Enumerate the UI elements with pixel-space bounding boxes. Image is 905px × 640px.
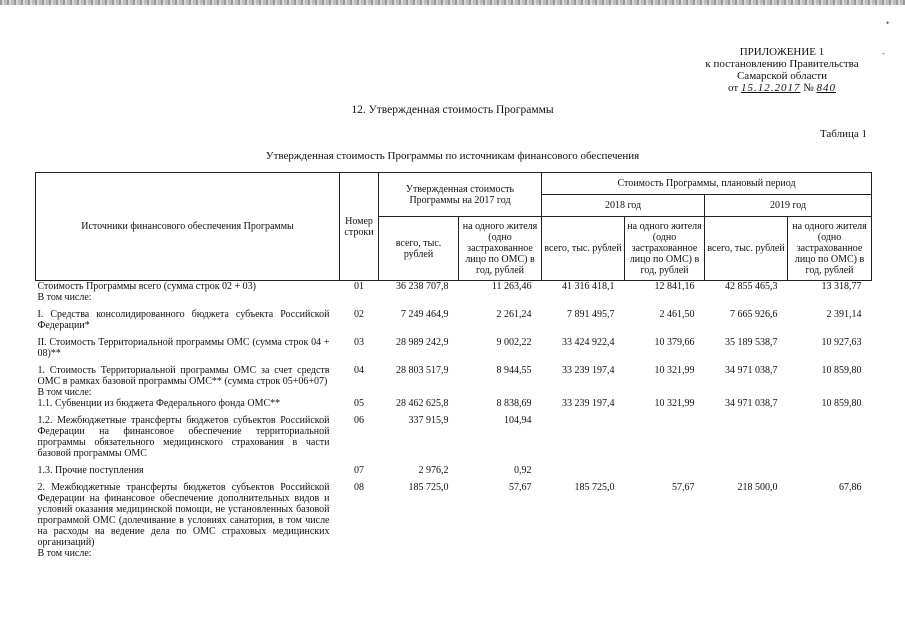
header-source: Источники финансового обеспечения Программы (36, 173, 340, 281)
value-2018-per-capita: 2 461,50 (659, 309, 695, 320)
value-2017-per-capita: 11 263,46 (491, 281, 532, 292)
header-year-2019: 2019 год (705, 195, 872, 217)
header-approved-2017: Утвержденная стоимость Программы на 2017 год (379, 173, 542, 217)
row-source-name: Стоимость Программы всего (сумма строк 02 + 03) (37, 281, 257, 292)
value-2019-per-capita: 2 391,14 (826, 309, 862, 320)
header-total: всего, тыс. рублей (542, 217, 625, 281)
value-2019-per-capita: 10 859,80 (821, 398, 862, 409)
row-source-name: 1.3. Прочие поступления (37, 465, 144, 476)
appendix-date-line (697, 82, 867, 94)
row-subtext: В том числе: (37, 292, 92, 303)
row-source (36, 476, 340, 559)
value-2017-per-capita: 57,67 (509, 482, 532, 493)
appendix-line: к постановлению Правительства (705, 58, 859, 70)
row-code: 05 (354, 398, 364, 409)
value-2019-per-capita (788, 409, 872, 459)
table-row (36, 409, 872, 459)
value-2019-per-capita: 10 927,63 (821, 337, 862, 348)
cost-table (35, 172, 872, 559)
value-2019-total: 218 500,0 (737, 482, 778, 493)
table-caption: Утвержденная стоимость Программы по источникам финансового обеспечения (265, 150, 640, 162)
row-code: 02 (354, 309, 364, 320)
date-prefix: от (728, 82, 739, 94)
value-2019-total: 42 855 465,3 (725, 281, 778, 292)
row-code: 01 (354, 281, 364, 292)
value-2019-per-capita (788, 459, 872, 476)
value-2019-per-capita: 13 318,77 (821, 281, 862, 292)
header-total: всего, тыс. рублей (705, 217, 788, 281)
scan-speck: - (882, 48, 885, 58)
row-source (36, 459, 340, 476)
value-2019-total (705, 409, 788, 459)
value-2017-total: 28 803 517,9 (396, 365, 449, 376)
value-2018-per-capita: 10 321,99 (654, 365, 695, 376)
appendix-title: ПРИЛОЖЕНИЕ 1 (739, 46, 825, 58)
scan-speck: • (886, 18, 890, 28)
value-2019-total: 34 971 038,7 (725, 398, 778, 409)
header-per-capita: на одного жителя (одно застрахованное лицо по ОМС) в год, рублей (459, 217, 542, 281)
value-2017-total: 36 238 707,8 (396, 281, 449, 292)
value-2018-per-capita: 10 379,66 (654, 337, 695, 348)
table-row (36, 459, 872, 476)
value-2018-total: 33 239 197,4 (562, 365, 615, 376)
row-source (36, 303, 340, 331)
value-2018-total (542, 409, 625, 459)
row-code: 06 (354, 415, 364, 426)
row-source (36, 409, 340, 459)
value-2017-per-capita: 2 261,24 (496, 309, 532, 320)
row-source-name: II. Стоимость Территориальной программы ОМС (сумма строк 04 + 08)** (37, 337, 330, 359)
row-code: 07 (354, 465, 364, 476)
appendix-line: Самарской области (736, 70, 828, 82)
table-row (36, 398, 872, 409)
section-title: 12. Утвержденная стоимость Программы (351, 104, 554, 116)
value-2018-per-capita: 12 841,16 (654, 281, 695, 292)
value-2018-total: 41 316 418,1 (562, 281, 615, 292)
table-row (36, 331, 872, 359)
value-2017-per-capita: 9 002,22 (496, 337, 532, 348)
handwritten-date: 15.12.2017 (740, 82, 801, 94)
row-source-name: 1.2. Межбюджетные трансферты бюджетов субъектов Российской Федерации на финансовое обеспечение территориальной программы обязательного медицинского страхования в части базовой программы ОМС (37, 415, 330, 459)
header-year-2018: 2018 год (542, 195, 705, 217)
value-2018-per-capita (625, 409, 705, 459)
value-2018-total: 7 891 495,7 (567, 309, 615, 320)
table-row (36, 303, 872, 331)
header-planned-period: Стоимость Программы, плановый период (542, 173, 872, 195)
scan-top-edge (0, 0, 905, 5)
header-total: всего, тыс. рублей (379, 217, 459, 281)
value-2017-total: 185 725,0 (408, 482, 449, 493)
table-row (36, 281, 872, 304)
value-2017-total: 28 989 242,9 (396, 337, 449, 348)
value-2017-per-capita: 8 838,69 (496, 398, 532, 409)
value-2017-per-capita: 0,92 (514, 465, 532, 476)
value-2017-total: 28 462 625,8 (396, 398, 449, 409)
value-2018-total: 33 239 197,4 (562, 398, 615, 409)
appendix-block (697, 46, 867, 94)
value-2019-total: 34 971 038,7 (725, 365, 778, 376)
row-source (36, 359, 340, 398)
value-2017-total: 2 976,2 (418, 465, 449, 476)
value-2018-total: 33 424 922,4 (562, 337, 615, 348)
row-subtext: В том числе: (37, 387, 92, 398)
value-2019-per-capita: 10 859,80 (821, 365, 862, 376)
value-2018-total: 185 725,0 (574, 482, 615, 493)
row-source-name: 2. Межбюджетные трансферты бюджетов субъектов Российской Федерации на финансовое обеспечение дополнительных видов и условий оказания медицинской помощи, не установленных базовой программой ОМС (долечивание в условиях санатория, в том числе на расходы на ведение дела по ОМС страховых медицинских организаций) (37, 482, 330, 548)
value-2019-total: 7 665 926,6 (730, 309, 778, 320)
table-row (36, 359, 872, 398)
row-source (36, 331, 340, 359)
value-2019-total (705, 459, 788, 476)
value-2018-total (542, 459, 625, 476)
handwritten-number: 840 (816, 82, 836, 94)
header-row-number: Номер строки (340, 173, 379, 281)
value-2017-total: 7 249 464,9 (401, 309, 449, 320)
value-2017-per-capita: 8 944,55 (496, 365, 532, 376)
row-code: 03 (354, 337, 364, 348)
header-per-capita: на одного жителя (одно застрахованное лицо по ОМС) в год, рублей (788, 217, 872, 281)
row-subtext: В том числе: (37, 548, 92, 559)
value-2018-per-capita (625, 459, 705, 476)
value-2017-total: 337 915,9 (408, 415, 449, 426)
table-row (36, 476, 872, 559)
row-code: 04 (354, 365, 364, 376)
header-per-capita: на одного жителя (одно застрахованное лицо по ОМС) в год, рублей (625, 217, 705, 281)
number-prefix: № (803, 82, 814, 94)
row-source (36, 281, 340, 304)
value-2018-per-capita: 57,67 (672, 482, 695, 493)
value-2017-per-capita: 104,94 (504, 415, 532, 426)
value-2019-total: 35 189 538,7 (725, 337, 778, 348)
value-2019-per-capita: 67,86 (839, 482, 862, 493)
row-source (36, 398, 340, 409)
row-source-name: 1.1. Субвенции из бюджета Федерального фонда ОМС** (37, 398, 281, 409)
row-source-name: 1. Стоимость Территориальной программы ОМС за счет средств ОМС в рамках базовой программы ОМС** (сумма строк 05+06+07) (37, 365, 330, 387)
value-2018-per-capita: 10 321,99 (654, 398, 695, 409)
table-label: Таблица 1 (819, 128, 867, 140)
row-source-name: I. Средства консолидированного бюджета субъекта Российской Федерации* (37, 309, 330, 331)
row-code: 08 (354, 482, 364, 493)
